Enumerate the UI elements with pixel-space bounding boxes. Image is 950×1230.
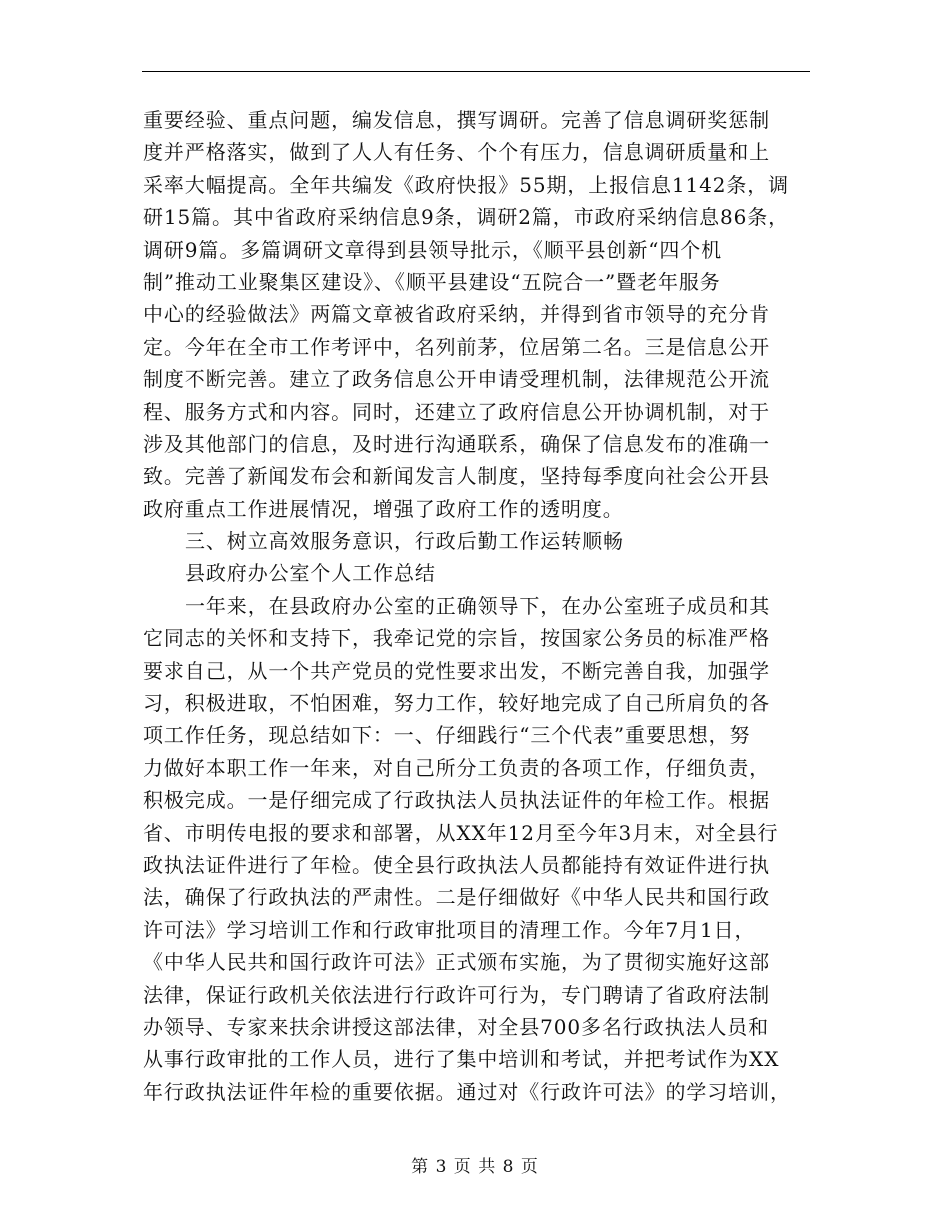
text-line: 它同志的关怀和支持下，我牵记党的宗旨，按国家公务员的标准严格 [143,626,770,651]
header-rule [142,71,810,72]
text-line: 法律，保证行政机关依法进行行政许可行为，专门聘请了省政府法制 [143,982,770,1007]
document-title: 县政府办公室个人工作总结 [185,561,436,586]
section-heading: 三、树立高效服务意识，行政后勤工作运转顺畅 [185,529,624,554]
text-line: 从事行政审批的工作人员，进行了集中培训和考试，并把考试作为XX [143,1047,780,1072]
text-line: 致。完善了新闻发布会和新闻发言人制度，坚持每季度向社会公开县 [143,464,770,489]
text-line: 定。今年在全市工作考评中，名列前茅，位居第二名。三是信息公开 [143,334,770,359]
text-line: 办领导、专家来扶余讲授这部法律，对全县700多名行政执法人员和 [143,1014,770,1039]
text-line: 许可法》学习培训工作和行政审批项目的清理工作。今年7月1日， [143,917,756,942]
text-line: 一年来，在县政府办公室的正确领导下，在办公室班子成员和其 [185,593,771,618]
text-line: 采率大幅提高。全年共编发《政府快报》55期，上报信息1142条，调 [143,172,790,197]
text-line: 年行政执法证件年检的重要依据。通过对《行政许可法》的学习培训， [143,1079,791,1104]
text-line: 涉及其他部门的信息，及时进行沟通联系，确保了信息发布的准确一 [143,431,770,456]
text-line: 中心的经验做法》两篇文章被省政府采纳，并得到省市领导的充分肯 [143,302,770,327]
page-number-footer: 第 3 页 共 8 页 [411,1157,539,1177]
text-line: 法，确保了行政执法的严肃性。二是仔细做好《中华人民共和国行政 [143,885,770,910]
text-line: 程、服务方式和内容。同时，还建立了政府信息公开协调机制，对于 [143,399,770,424]
text-line: 省、市明传电报的要求和部署，从XX年12月至今年3月末，对全县行 [143,820,779,845]
text-line: 习，积极进取，不怕困难，努力工作，较好地完成了自己所肩负的各 [143,691,770,716]
text-line: 要求自己，从一个共产党员的党性要求出发，不断完善自我，加强学 [143,658,770,683]
text-line: 重要经验、重点问题，编发信息，撰写调研。完善了信息调研奖惩制 [143,108,770,132]
text-line: 制”推动工业聚集区建设》、《顺平县建设“五院合一”暨老年服务 [143,269,721,294]
text-line: 调研9篇。多篇调研文章得到县领导批示，《顺平县创新“四个机 [143,237,723,262]
text-line: 积极完成。一是仔细完成了行政执法人员执法证件的年检工作。根据 [143,788,770,813]
text-line: 政执法证件进行了年检。使全县行政执法人员都能持有效证件进行执 [143,852,770,877]
body-text [143,104,813,1108]
text-line: 制度不断完善。建立了政务信息公开申请受理机制，法律规范公开流 [143,367,770,392]
text-line: 研15篇。其中省政府采纳信息9条，调研2篇，市政府采纳信息86条， [143,205,790,230]
text-line: 《中华人民共和国行政许可法》正式颁布实施，为了贯彻实施好这部 [143,950,770,975]
text-line: 力做好本职工作一年来，对自己所分工负责的各项工作，仔细负责， [143,755,770,780]
text-line: 项工作任务，现总结如下：一、仔细践行“三个代表”重要思想，努 [143,723,751,748]
text-line: 度并严格落实，做到了人人有任务、个个有压力，信息调研质量和上 [143,140,770,165]
text-line: 政府重点工作进展情况，增强了政府工作的透明度。 [143,496,624,521]
